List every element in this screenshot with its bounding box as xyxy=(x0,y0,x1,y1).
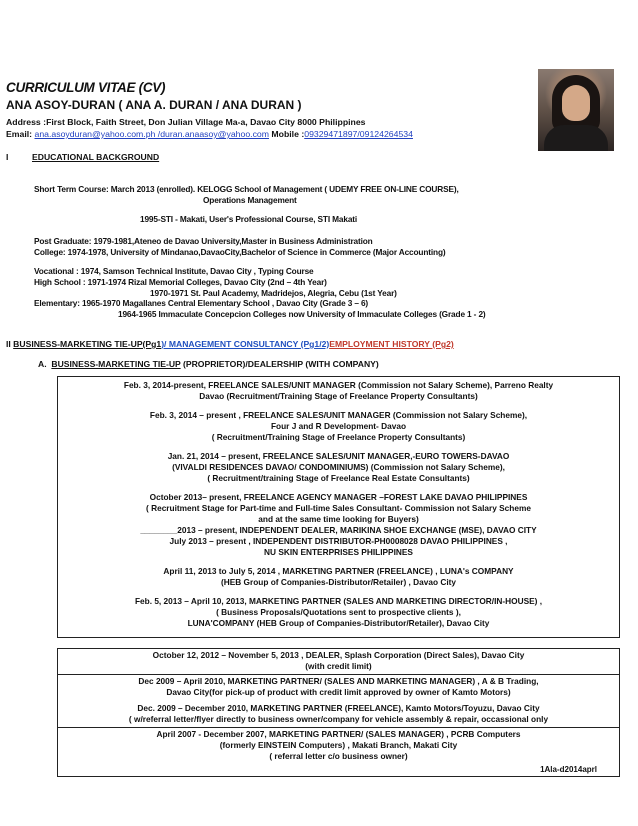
footer-code: 1Ala-d2014aprl xyxy=(540,765,597,774)
entry-line: April 2007 - December 2007, MARKETING PARTNER/ (SALES MANAGER) , PCRB Computers xyxy=(156,729,521,739)
entry-line: (with credit limit) xyxy=(305,661,372,671)
entry-line: LUNA'COMPANY (HEB Group of Companies-Distributor/Retailer), Davao City xyxy=(187,618,490,628)
tieup-row xyxy=(58,649,619,675)
tieup-entry xyxy=(58,596,619,629)
profile-photo xyxy=(538,69,614,151)
section-number: II xyxy=(6,339,11,349)
edu-line: Vocational : 1974, Samson Technical Institute, Davao City , Typing Course xyxy=(34,266,314,276)
entry-line: Feb. 3, 2014 – present , FREELANCE SALES/UNIT MANAGER (Commission not Salary Scheme), xyxy=(149,410,528,420)
entry-line: ( Recruitment Stage for Part-time and Full-time Sales Consultant- Commission not Salary Scheme xyxy=(146,503,531,513)
tieup-entry xyxy=(58,492,619,558)
edu-line: Post Graduate: 1979-1981,Ateneo de Davao University,Master in Business Administration xyxy=(34,236,373,246)
tieup-box-1 xyxy=(57,376,620,638)
section-number: I xyxy=(6,152,9,162)
entry-line: (VIVALDI RESIDENCES DAVAO/ CONDOMINIUMS) (Commission not Salary Scheme), xyxy=(172,462,505,472)
applicant-name: ANA ASOY-DURAN ( ANA A. DURAN / ANA DURAN ) xyxy=(6,98,302,112)
entry-line: July 2013 – present , INDEPENDENT DISTRIBUTOR-PH0008028 DAVAO PHILIPPINES , xyxy=(169,536,508,546)
education-heading xyxy=(6,152,159,162)
entry-line: ( Recruitment/training Stage of Freelance Real Estate Consultants) xyxy=(207,473,470,483)
section2-part1: BUSINESS-MARKETING TIE-UP(Pg1 xyxy=(13,339,162,349)
edu-line: Operations Management xyxy=(203,195,297,205)
education-heading-text: EDUCATIONAL BACKGROUND xyxy=(32,152,160,162)
entry-line: Feb. 5, 2013 – April 10, 2013, MARKETING PARTNER (SALES AND MARKETING DIRECTOR/IN-HOUSE) , xyxy=(134,596,543,606)
entry-line: ( Business Proposals/Quotations sent to prospective clients ), xyxy=(216,607,461,617)
mobile-number[interactable]: 09329471897/09124264534 xyxy=(304,129,413,139)
tieup-row xyxy=(58,675,619,728)
entry-line: (HEB Group of Companies-Distributor/Retailer) , Davao City xyxy=(220,577,457,587)
entry-line: ( Recruitment/Training Stage of Freelance Property Consultants) xyxy=(211,432,466,442)
entry-line: Davao (Recruitment/Training Stage of Freelance Property Consultants) xyxy=(199,391,478,401)
entry-line: October 12, 2012 – November 5, 2013 , DEALER, Splash Corporation (Direct Sales), Davao City xyxy=(152,650,525,660)
entry-line: ( referral letter c/o business owner) xyxy=(269,751,408,761)
subsection-letter: A. xyxy=(38,359,47,369)
section2-part2: )/ MANAGEMENT CONSULTANCY (Pg1/2) xyxy=(161,339,330,349)
cv-title: CURRICULUM VITAE (CV) xyxy=(6,80,166,95)
edu-line: College: 1974-1978, University of Mindanao,DavaoCity,Bachelor of Science in Commerce (Major Accounting) xyxy=(34,247,446,257)
entry-line: October 2013– present, FREELANCE AGENCY MANAGER –FOREST LAKE DAVAO PHILIPPINES xyxy=(149,492,528,502)
entry-line: Dec. 2009 – December 2010, MARKETING PARTNER (FREELANCE), Kamto Motors/Toyuzu, Davao City xyxy=(137,703,540,713)
entry-line: Jan. 21, 2014 – present, FREELANCE SALES/UNIT MANAGER,-EURO TOWERS-DAVAO xyxy=(167,451,510,461)
address-line: Address :First Block, Faith Street, Don Julian Village Ma-a, Davao City 8000 Philippines xyxy=(6,117,366,127)
tieup-entry xyxy=(58,410,619,443)
edu-line: Elementary: 1965-1970 Magallanes Central Elementary School , Davao City (Grade 3 – 6) xyxy=(34,298,369,308)
edu-line: 1964-1965 Immaculate Concepcion Colleges now University of Immaculate Colleges (Grade 1 - 2) xyxy=(118,309,486,319)
entry-line: Davao City(for pick-up of product with credit limit approved by owner of Kamto Motors) xyxy=(166,687,511,697)
contact-line xyxy=(6,129,413,139)
entry-line: April 11, 2013 to July 5, 2014 , MARKETING PARTNER (FREELANCE) , LUNA's COMPANY xyxy=(163,566,514,576)
edu-line: 1970-1971 St. Paul Academy, Madridejos, Alegria, Cebu (1st Year) xyxy=(150,288,397,298)
entry-line: and at the same time looking for Buyers) xyxy=(258,514,419,524)
entry-line: NU SKIN ENTERPRISES PHILIPPINES xyxy=(264,547,413,557)
entry-line: Dec 2009 – April 2010, MARKETING PARTNER/ (SALES AND MARKETING MANAGER) , A & B Trading, xyxy=(138,676,539,686)
subsection-a-underlined: BUSINESS-MARKETING TIE-UP xyxy=(51,359,181,369)
entry-line: Four J and R Development- Davao xyxy=(270,421,407,431)
tieup-entry xyxy=(58,451,619,484)
email-link[interactable]: ana.asoyduran@yahoo.com.ph /duran.anaasoy@yahoo.com xyxy=(34,129,269,139)
entry-line: ________2013 – present, INDEPENDENT DEALER, MARIKINA SHOE EXCHANGE (MSE), DAVAO CITY xyxy=(140,525,537,535)
entry-line: ( w/referral letter/flyer directly to business owner/company for vehicle assembly & repair, occassional only xyxy=(128,714,549,724)
tieup-entry xyxy=(58,566,619,588)
edu-line: High School : 1971-1974 Rizal Memorial Colleges, Davao City (2nd – 4th Year) xyxy=(34,277,327,287)
section2-part3: EMPLOYMENT HISTORY (Pg2) xyxy=(329,339,454,349)
email-label: Email: xyxy=(6,129,33,139)
subsection-a-rest: (PROPRIETOR)/DEALERSHIP (WITH COMPANY) xyxy=(180,359,379,369)
tieup-box-2 xyxy=(57,648,620,777)
tieup-row xyxy=(58,728,619,776)
tieup-entry xyxy=(58,377,619,402)
entry-line: (formerly EINSTEIN Computers) , Makati Branch, Makati City xyxy=(219,740,458,750)
entry-line: Feb. 3, 2014-present, FREELANCE SALES/UNIT MANAGER (Commission not Salary Scheme), Parreno Realty xyxy=(123,380,554,390)
edu-line: Short Term Course: March 2013 (enrolled). KELOGG School of Management ( UDEMY FREE ON-LINE COURSE), xyxy=(34,184,459,194)
mobile-label: Mobile : xyxy=(269,129,305,139)
edu-line: 1995-STI - Makati, User's Professional Course, STI Makati xyxy=(140,214,358,224)
section2-heading xyxy=(6,339,454,349)
subsection-a-heading xyxy=(38,359,379,369)
